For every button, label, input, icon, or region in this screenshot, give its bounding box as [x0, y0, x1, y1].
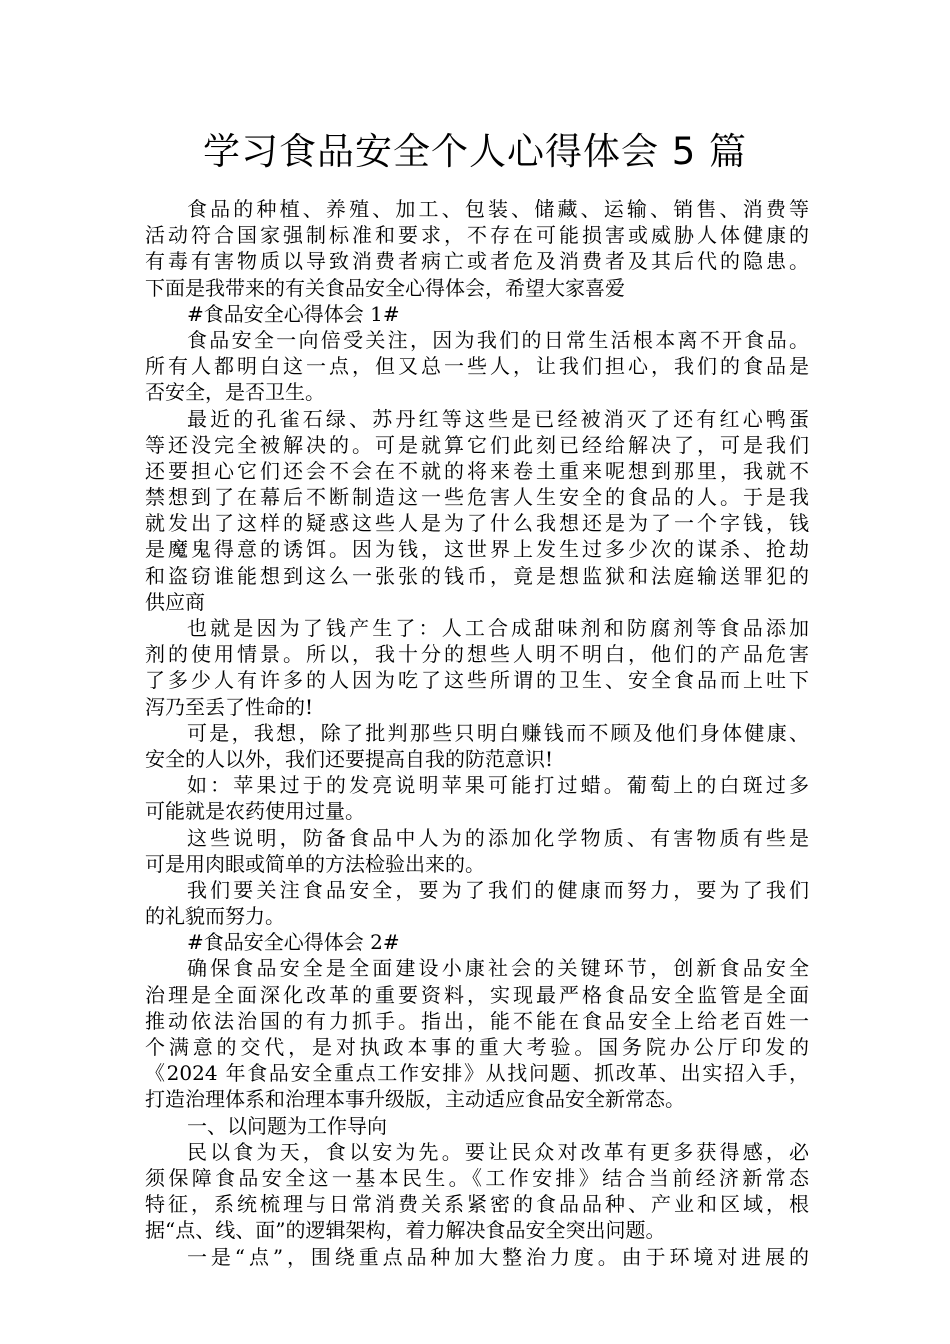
paragraph — [145, 720, 809, 772]
paragraph-line: 的礼貌而努力。 — [145, 904, 285, 929]
paragraph-line: 也就是因为了钱产生了：人工合成甜味剂和防腐剂等食品添加 — [187, 616, 809, 640]
paragraph-line: 确保食品安全是全面建设小康社会的关键环节，创新食品安全 — [187, 956, 809, 981]
paragraph — [145, 615, 809, 720]
paragraph — [145, 825, 809, 877]
paragraph-line: 和盗窃谁能想到这么一张张的钱币，竟是想监狱和法庭输送罪犯的 — [145, 563, 809, 588]
paragraph — [145, 1139, 809, 1244]
paragraph-line: 这些说明，防备食品中人为的添加化学物质、有害物质有些是 — [187, 825, 809, 850]
paragraph — [145, 301, 809, 327]
paragraph-line: 一、以问题为工作导向 — [187, 1113, 387, 1138]
paragraph-line: 须保障食品安全这一基本民生。《工作安排》结合当前经济新常态 — [145, 1165, 809, 1190]
paragraph-line: 还要担心它们还会不会在不就的将来卷土重来呢想到那里，我就不 — [145, 458, 809, 483]
paragraph-line: 特征，系统梳理与日常消费关系紧密的食品品种、产业和区域，根 — [145, 1192, 809, 1217]
paragraph-line: 我们要关注食品安全，要为了我们的健康而努力，要为了我们 — [187, 877, 809, 902]
paragraph-line: #食品安全心得体会 2# — [187, 930, 400, 955]
paragraph-line: 据“点、线、面”的逻辑架构，着力解决食品安全突出问题。 — [145, 1218, 666, 1243]
document-title: 学习食品安全个人心得体会 5 篇 — [202, 130, 748, 173]
paragraph-line: 有毒有害物质以导致消费者病亡或者危及消费者及其后代的隐患。 — [145, 249, 809, 274]
paragraph-line: 供应商 — [145, 589, 205, 614]
paragraph-line: 可能就是农药使用过量。 — [145, 799, 365, 824]
paragraph — [145, 1113, 809, 1139]
paragraph-line: 打造治理体系和治理本事升级版，主动适应食品安全新常态。 — [145, 1087, 685, 1112]
paragraph-line: 所有人都明白这一点，但又总一些人，让我们担心，我们的食品是 — [145, 354, 809, 379]
document-body — [145, 196, 809, 1270]
paragraph-line: 推动依法治国的有力抓手。指出，能不能在食品安全上给老百姓一 — [145, 1008, 809, 1033]
paragraph-line: 食品安全一向倍受关注，因为我们的日常生活根本离不开食品。 — [187, 327, 809, 352]
paragraph-line: 下面是我带来的有关食品安全心得体会，希望大家喜爱 — [145, 275, 625, 300]
paragraph — [145, 196, 809, 301]
paragraph-line: 就发出了这样的疑惑这些人是为了什么我想还是为了一个字钱，钱 — [145, 511, 809, 536]
paragraph — [145, 772, 809, 824]
paragraph — [145, 955, 809, 1112]
paragraph-line: 治理是全面深化改革的重要资料，实现最严格食品安全监管是全面 — [145, 982, 809, 1007]
paragraph — [145, 1244, 809, 1270]
paragraph-line: 否安全，是否卫生。 — [145, 380, 325, 405]
paragraph — [145, 406, 809, 616]
paragraph-line: 一是“点”，围绕重点品种加大整治力度。由于环境对进展的 — [187, 1244, 809, 1269]
paragraph-line: 活动符合国家强制标准和要求，不存在可能损害或威胁人体健康的 — [145, 223, 809, 248]
paragraph — [145, 877, 809, 929]
paragraph-line: 可是用肉眼或简单的方法检验出来的。 — [145, 851, 485, 876]
paragraph-line: 可是，我想，除了批判那些只明白赚钱而不顾及他们身体健康、 — [187, 720, 809, 745]
paragraph-line: 等还没完全被解决的。可是就算它们此刻已经给解决了，可是我们 — [145, 432, 809, 457]
paragraph-line: 剂的使用情景。所以，我十分的想些人明不明白，他们的产品危害 — [145, 642, 809, 667]
paragraph-line: 《2024 年食品安全重点工作安排》从找问题、抓改革、出实招入手， — [145, 1061, 809, 1086]
paragraph-line: 个满意的交代，是对执政本事的重大考验。国务院办公厅印发的 — [145, 1035, 809, 1059]
paragraph-line: #食品安全心得体会 1# — [187, 301, 400, 326]
paragraph-line: 最近的孔雀石绿、苏丹红等这些是已经被消灭了还有红心鸭蛋 — [187, 406, 809, 431]
paragraph-line: 是魔鬼得意的诱饵。因为钱，这世界上发生过多少次的谋杀、抢劫 — [145, 537, 809, 562]
paragraph — [145, 929, 809, 955]
paragraph — [145, 327, 809, 406]
paragraph-line: 安全的人以外，我们还要提高自我的防范意识! — [145, 746, 554, 771]
paragraph-line: 了多少人有许多的人因为吃了这些所谓的卫生、安全食品而上吐下 — [145, 668, 809, 693]
paragraph-line: 食品的种植、养殖、加工、包装、储藏、运输、销售、消费等 — [187, 197, 809, 221]
paragraph-line: 如：苹果过于的发亮说明苹果可能打过蜡。葡萄上的白斑过多 — [187, 773, 809, 798]
paragraph-line: 禁想到了在幕后不断制造这一些危害人生安全的食品的人。于是我 — [145, 485, 809, 510]
paragraph-line: 泻乃至丢了性命的! — [145, 694, 314, 719]
paragraph-line: 民以食为天，食以安为先。要让民众对改革有更多获得感，必 — [187, 1139, 809, 1164]
